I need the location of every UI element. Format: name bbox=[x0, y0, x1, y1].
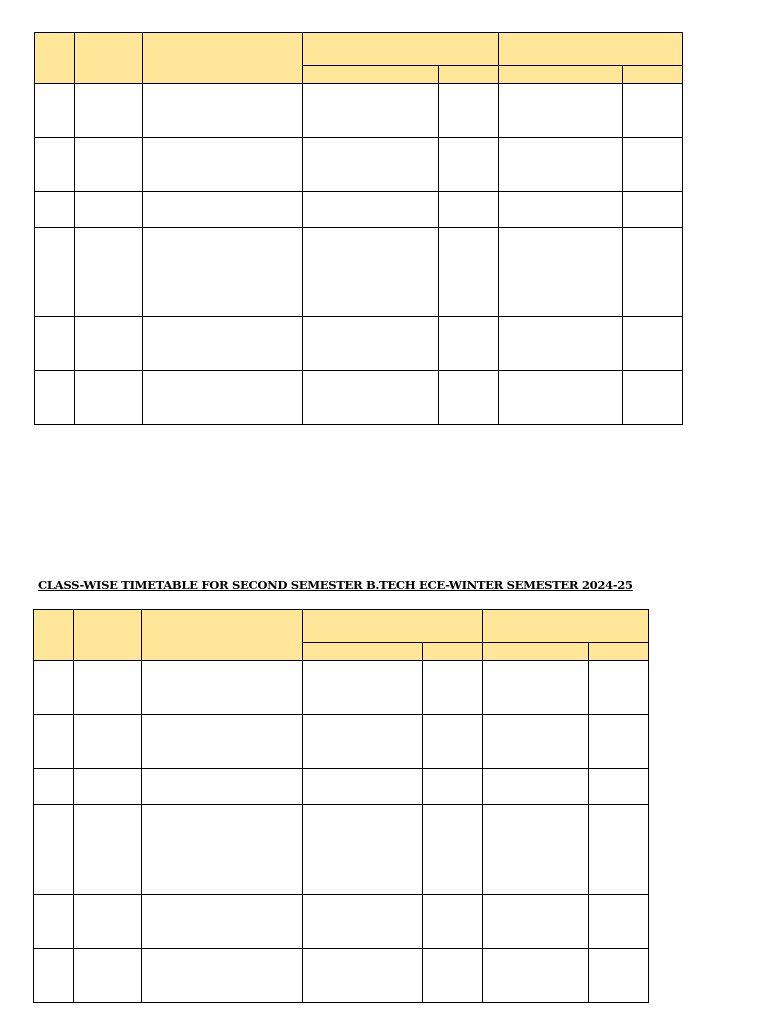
timetable-table-1 bbox=[34, 32, 683, 425]
header-cell bbox=[74, 610, 142, 661]
table-cell bbox=[439, 192, 499, 228]
table-cell bbox=[589, 949, 649, 1003]
table-row bbox=[35, 138, 683, 192]
table-cell bbox=[423, 661, 483, 715]
table-cell bbox=[623, 192, 683, 228]
table-row bbox=[34, 661, 649, 715]
table-row bbox=[34, 769, 649, 805]
table-cell bbox=[35, 228, 75, 317]
table-cell bbox=[75, 317, 143, 371]
table-cell bbox=[74, 805, 142, 895]
header-subcell bbox=[439, 66, 499, 84]
table-row bbox=[34, 805, 649, 895]
header-group-cell bbox=[483, 610, 649, 643]
table-cell bbox=[589, 805, 649, 895]
table-cell bbox=[423, 895, 483, 949]
table-cell bbox=[142, 661, 303, 715]
table-cell bbox=[589, 895, 649, 949]
table-cell bbox=[303, 371, 439, 425]
table-cell bbox=[499, 84, 623, 138]
table-cell bbox=[439, 138, 499, 192]
table-cell bbox=[623, 228, 683, 317]
table-row bbox=[35, 371, 683, 425]
table-cell bbox=[499, 192, 623, 228]
header-subcell bbox=[623, 66, 683, 84]
table-cell bbox=[74, 661, 142, 715]
table-cell bbox=[35, 138, 75, 192]
table-cell bbox=[142, 805, 303, 895]
table-cell bbox=[303, 317, 439, 371]
table-cell bbox=[623, 84, 683, 138]
header-row bbox=[35, 33, 683, 66]
header-cell bbox=[75, 33, 143, 84]
table-cell bbox=[142, 715, 303, 769]
table-cell bbox=[34, 715, 74, 769]
header-subcell bbox=[499, 66, 623, 84]
table-cell bbox=[35, 192, 75, 228]
table-cell bbox=[623, 317, 683, 371]
header-cell bbox=[142, 610, 303, 661]
table-cell bbox=[439, 84, 499, 138]
table-cell bbox=[35, 317, 75, 371]
header-group-cell bbox=[303, 610, 483, 643]
table-cell bbox=[142, 949, 303, 1003]
header-cell bbox=[34, 610, 74, 661]
table-cell bbox=[74, 715, 142, 769]
header-subcell bbox=[303, 643, 423, 661]
table-cell bbox=[303, 84, 439, 138]
table-cell bbox=[35, 84, 75, 138]
table-cell bbox=[303, 138, 439, 192]
header-group-cell bbox=[499, 33, 683, 66]
table-cell bbox=[303, 661, 423, 715]
table-cell bbox=[303, 192, 439, 228]
table-cell bbox=[439, 317, 499, 371]
table-cell bbox=[75, 84, 143, 138]
table-row bbox=[35, 192, 683, 228]
table-cell bbox=[75, 138, 143, 192]
header-group-cell bbox=[303, 33, 499, 66]
table-cell bbox=[74, 769, 142, 805]
table-cell bbox=[623, 371, 683, 425]
table-cell bbox=[143, 371, 303, 425]
table-cell bbox=[439, 228, 499, 317]
table-cell bbox=[499, 138, 623, 192]
table-cell bbox=[423, 769, 483, 805]
page-title: CLASS-WISE TIMETABLE FOR SECOND SEMESTER B.TECH ECE-WINTER SEMESTER 2024-25 bbox=[38, 578, 633, 592]
table-cell bbox=[303, 949, 423, 1003]
table-cell bbox=[143, 84, 303, 138]
table-cell bbox=[303, 805, 423, 895]
header-cell bbox=[35, 33, 75, 84]
header-subcell bbox=[423, 643, 483, 661]
table-row bbox=[35, 84, 683, 138]
table-cell bbox=[34, 769, 74, 805]
table-cell bbox=[303, 769, 423, 805]
table-cell bbox=[143, 192, 303, 228]
table-cell bbox=[143, 138, 303, 192]
table-row bbox=[34, 715, 649, 769]
table-row bbox=[34, 895, 649, 949]
table-cell bbox=[483, 949, 589, 1003]
table-cell bbox=[34, 661, 74, 715]
table-cell bbox=[483, 895, 589, 949]
table-cell bbox=[423, 949, 483, 1003]
table-cell bbox=[483, 661, 589, 715]
table-cell bbox=[74, 949, 142, 1003]
table-row bbox=[34, 949, 649, 1003]
table-cell bbox=[483, 805, 589, 895]
table-cell bbox=[303, 895, 423, 949]
header-subcell bbox=[589, 643, 649, 661]
table-cell bbox=[75, 228, 143, 317]
header-subcell bbox=[483, 643, 589, 661]
table-cell bbox=[75, 192, 143, 228]
table-cell bbox=[142, 895, 303, 949]
table-cell bbox=[499, 228, 623, 317]
table-cell bbox=[303, 715, 423, 769]
table-cell bbox=[142, 769, 303, 805]
timetable-table-2 bbox=[33, 609, 649, 1003]
table-cell bbox=[589, 769, 649, 805]
table-cell bbox=[303, 228, 439, 317]
header-cell bbox=[143, 33, 303, 84]
table-cell bbox=[483, 715, 589, 769]
table-cell bbox=[34, 949, 74, 1003]
table-row bbox=[35, 228, 683, 317]
table-cell bbox=[35, 371, 75, 425]
table-cell bbox=[423, 715, 483, 769]
table-cell bbox=[439, 371, 499, 425]
table-cell bbox=[483, 769, 589, 805]
table-cell bbox=[423, 805, 483, 895]
table-cell bbox=[589, 661, 649, 715]
table-cell bbox=[143, 228, 303, 317]
table-cell bbox=[499, 317, 623, 371]
table-cell bbox=[34, 895, 74, 949]
table-row bbox=[35, 317, 683, 371]
table-cell bbox=[623, 138, 683, 192]
header-row bbox=[34, 610, 649, 643]
table-cell bbox=[143, 317, 303, 371]
table-cell bbox=[74, 895, 142, 949]
table-cell bbox=[34, 805, 74, 895]
table-cell bbox=[589, 715, 649, 769]
table-cell bbox=[499, 371, 623, 425]
table-cell bbox=[75, 371, 143, 425]
header-subcell bbox=[303, 66, 439, 84]
